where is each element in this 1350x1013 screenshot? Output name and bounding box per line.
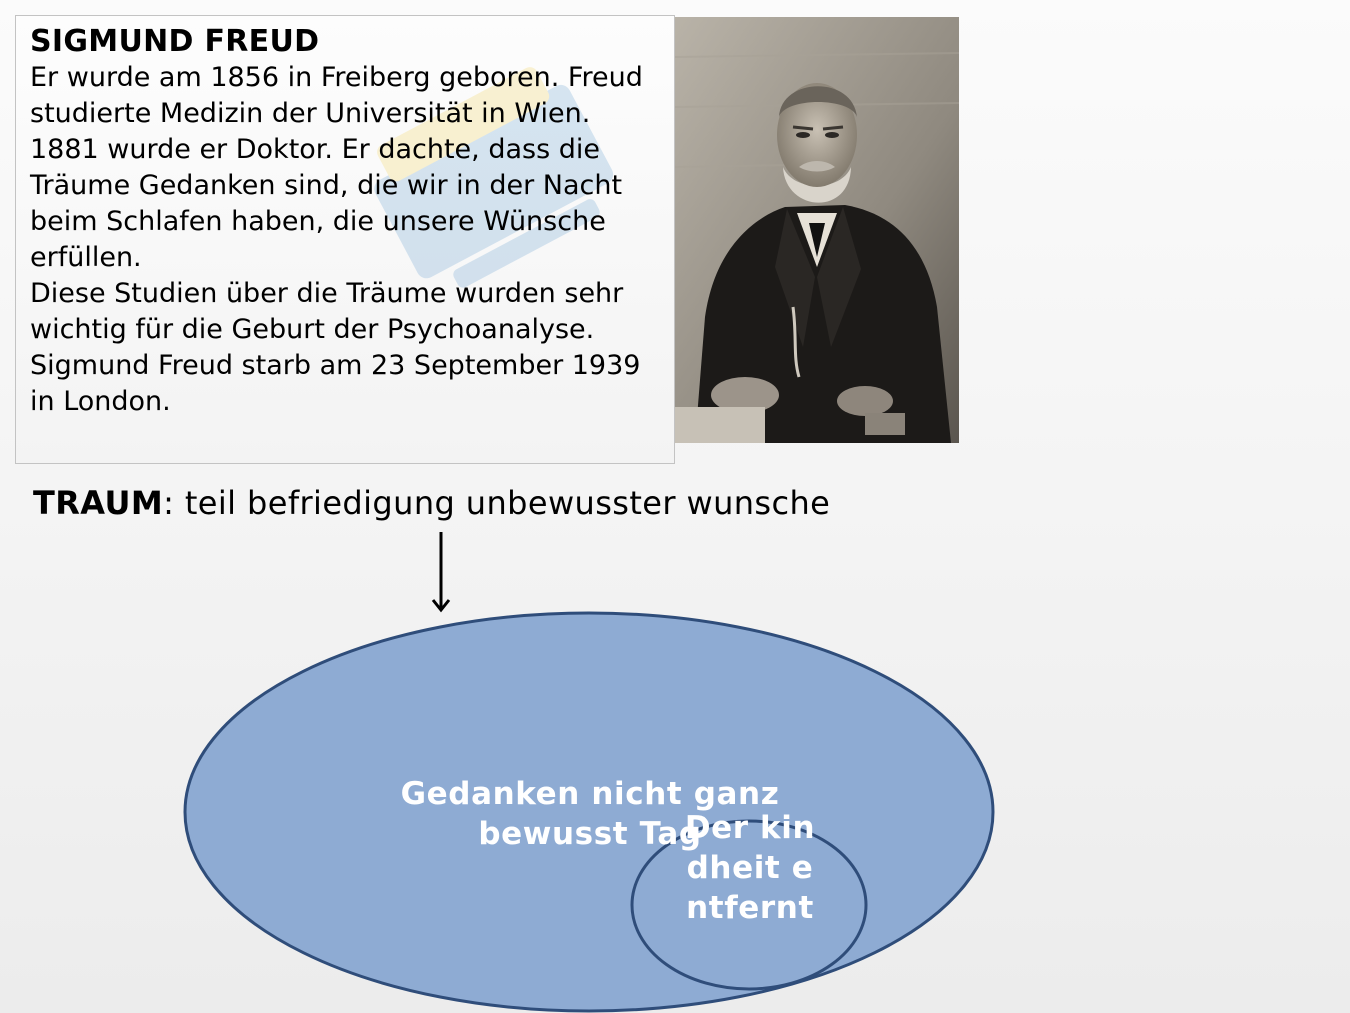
- bio-paragraph-studies: Diese Studien über die Träume wurden sehr wichtig für die Geburt der Psychoanalyse.: [30, 278, 624, 345]
- outer-ellipse-label: Gedanken nicht ganz bewusst Tag: [400, 776, 780, 852]
- inner-ellipse-label: Der kindheit entfernt: [684, 810, 816, 926]
- bio-title: SIGMUND FREUD: [30, 24, 320, 59]
- bio-paragraph-life: Er wurde am 1856 in Freiberg geboren. Freud studierte Medizin der Universität in Wien. 1881 wurde er Doktor. Er dachte, dass die Träume Gedanken sind, die wir in der Nacht beim Schlafen haben, die unsere Wünsche erfüllen.: [30, 62, 643, 273]
- traum-term: TRAUM: [33, 484, 164, 522]
- bio-paragraph-death: Sigmund Freud starb am 23 September 1939 in London.: [30, 350, 641, 417]
- traum-definition-text: : teil befriedigung unbewusster wunsche: [163, 484, 831, 522]
